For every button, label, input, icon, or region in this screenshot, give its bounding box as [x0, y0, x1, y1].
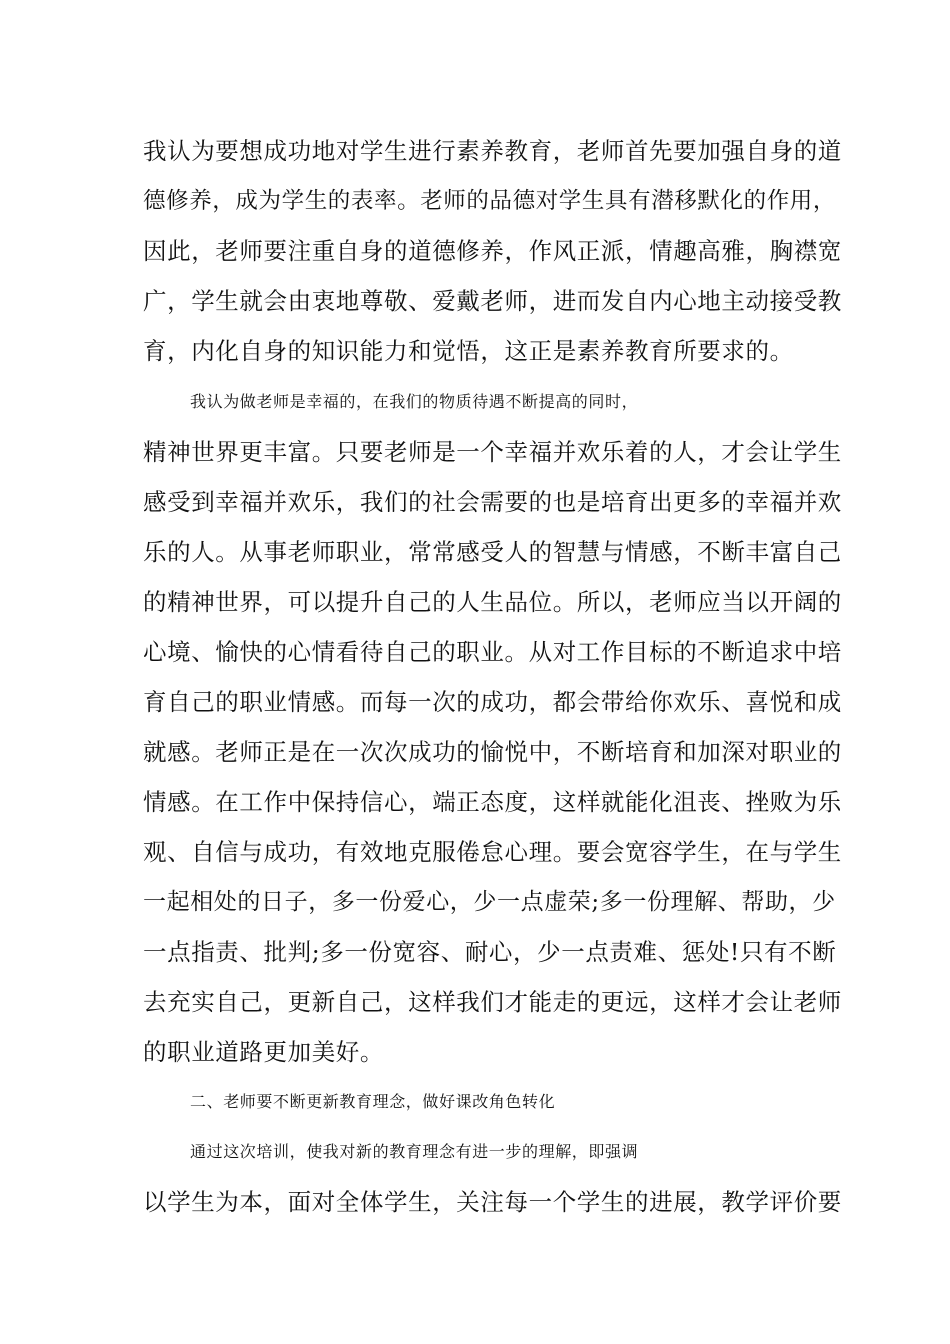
section-heading: 二、老师要不断更新教育理念，做好课改角色转化	[190, 1092, 556, 1111]
text-line: 感受到幸福并欢乐，我们的社会需要的也是培育出更多的幸福并欢	[143, 488, 842, 516]
text-line: 广，学生就会由衷地尊敬、爱戴老师，进而发自内心地主动接受教	[143, 287, 842, 315]
text-line: 乐的人。从事老师职业，常常感受人的智慧与情感，不断丰富自己	[143, 538, 842, 566]
text-line: 通过这次培训，使我对新的教育理念有进一步的理解，即强调	[190, 1142, 639, 1161]
text-line: 以学生为本，面对全体学生，关注每一个学生的进展，教学评价要	[143, 1188, 842, 1216]
text-line: 心境、愉快的心情看待自己的职业。从对工作目标的不断追求中培	[143, 638, 842, 666]
text-line: 我认为要想成功地对学生进行素养教育，老师首先要加强自身的道	[143, 137, 842, 165]
text-line: 因此，老师要注重自身的道德修养，作风正派，情趣高雅，胸襟宽	[143, 237, 842, 265]
text-line: 育，内化自身的知识能力和觉悟，这正是素养教育所要求的。	[143, 337, 794, 365]
text-line: 育自己的职业情感。而每一次的成功，都会带给你欢乐、喜悦和成	[143, 688, 842, 716]
text-line: 德修养，成为学生的表率。老师的品德对学生具有潜移默化的作用，	[143, 188, 837, 214]
text-line: 的精神世界，可以提升自己的人生品位。所以，老师应当以开阔的	[143, 588, 842, 616]
text-line: 一点指责、批判;多一份宽容、耐心，少一点责难、惩处!只有不断	[143, 938, 837, 966]
text-line: 精神世界更丰富。只要老师是一个幸福并欢乐着的人，才会让学生	[143, 438, 842, 466]
text-line: 观、自信与成功，有效地克服倦怠心理。要会宽容学生，在与学生	[143, 838, 842, 866]
text-line: 就感。老师正是在一次次成功的愉悦中，不断培育和加深对职业的	[143, 738, 842, 766]
text-line: 情感。在工作中保持信心，端正态度，这样就能化沮丧、挫败为乐	[143, 788, 842, 816]
text-line: 去充实自己，更新自己，这样我们才能走的更远，这样才会让老师	[143, 988, 842, 1016]
text-line: 一起相处的日子，多一份爱心，少一点虚荣;多一份理解、帮助，少	[143, 889, 836, 915]
text-line: 的职业道路更加美好。	[143, 1038, 384, 1066]
text-line: 我认为做老师是幸福的，在我们的物质待遇不断提高的同时，	[190, 392, 639, 411]
